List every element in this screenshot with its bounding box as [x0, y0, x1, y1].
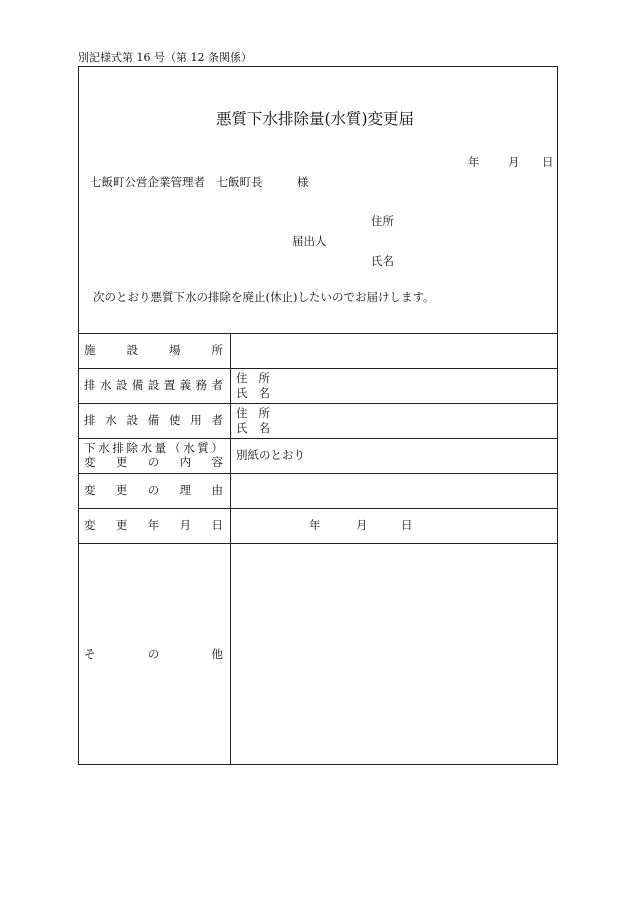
- label-char: 更: [115, 483, 128, 497]
- label-char: 備: [147, 413, 160, 427]
- label-char: 備: [131, 378, 144, 392]
- change-content-label-line1: [84, 443, 223, 455]
- label-char: そ: [84, 647, 96, 661]
- label-char: 水: [98, 441, 110, 455]
- form-reference: 別記様式第 16 号（第 12 条関係）: [78, 51, 252, 64]
- label-char: 水: [183, 441, 195, 455]
- label-char: の: [147, 647, 160, 661]
- label-char: 排: [112, 441, 124, 455]
- change-date-label: [84, 520, 223, 532]
- label-char: 日: [211, 518, 223, 532]
- change-content-value: 別紙のとおり: [236, 448, 305, 462]
- notifier-label: 届出人: [292, 234, 327, 248]
- facility-location-field[interactable]: [231, 334, 557, 368]
- label-char: 内: [179, 455, 192, 469]
- label-char: 排: [84, 378, 96, 392]
- user-address-label: [236, 408, 270, 420]
- reason-label: [84, 485, 223, 497]
- facility-location-label: [84, 345, 223, 357]
- label-char: 氏: [236, 386, 248, 400]
- label-char: 排: [84, 413, 96, 427]
- label-char: 所: [258, 406, 270, 420]
- label-char: 用: [190, 413, 202, 427]
- label-char: 水: [140, 441, 153, 455]
- date-year-label: 年: [468, 155, 480, 169]
- label-char: ）: [211, 441, 223, 455]
- label-char: の: [147, 455, 160, 469]
- label-char: 務: [195, 378, 208, 392]
- installer-field[interactable]: [275, 369, 557, 403]
- label-char: （: [168, 441, 181, 455]
- installer-label: [84, 380, 223, 392]
- user-name-label: [236, 423, 270, 435]
- addressee-honorific: 様: [297, 175, 309, 189]
- date-month-label: 月: [508, 155, 520, 169]
- label-char: 更: [115, 455, 128, 469]
- statement-text: 次のとおり悪質下水の排除を廃止(休止)したいのでお届けします。: [93, 290, 435, 304]
- label-char: 場: [169, 343, 181, 357]
- label-char: 変: [84, 483, 96, 497]
- label-char: 者: [211, 413, 223, 427]
- label-char: 名: [258, 421, 270, 435]
- change-date-day-label: 日: [401, 518, 413, 532]
- label-char: 水: [99, 378, 112, 392]
- installer-name-label: [236, 388, 270, 400]
- label-char: 更: [115, 518, 128, 532]
- form-title: 悪質下水排除量(水質)変更届: [215, 110, 415, 128]
- change-date-year-label: 年: [309, 518, 321, 532]
- label-char: 量: [154, 441, 167, 455]
- label-char: 名: [258, 386, 270, 400]
- label-char: 月: [179, 518, 192, 532]
- label-char: 住: [236, 406, 248, 420]
- label-char: 設: [126, 413, 138, 427]
- label-char: 理: [179, 483, 192, 497]
- installer-address-label: [236, 373, 270, 385]
- label-char: 下: [84, 441, 96, 455]
- label-char: 所: [211, 343, 223, 357]
- label-char: 変: [84, 455, 96, 469]
- label-char: 住: [236, 371, 248, 385]
- change-content-label-line2: [84, 457, 223, 469]
- label-char: 施: [84, 343, 96, 357]
- notifier-address-label: 住所: [371, 214, 394, 228]
- change-date-month-label: 月: [356, 518, 368, 532]
- label-char: 使: [169, 413, 181, 427]
- user-field[interactable]: [275, 404, 557, 438]
- label-char: 質: [197, 441, 209, 455]
- label-char: 除: [126, 441, 138, 455]
- label-char: 他: [211, 647, 223, 661]
- other-field[interactable]: [231, 544, 557, 764]
- date-day-label: 日: [542, 155, 554, 169]
- label-char: 由: [211, 483, 223, 497]
- table-row-rule: [78, 438, 558, 439]
- reason-field[interactable]: [231, 474, 557, 508]
- label-char: 変: [84, 518, 96, 532]
- label-char: 年: [147, 518, 160, 532]
- table-row-rule: [78, 508, 558, 509]
- addressee: 七飯町公営企業管理者 七飯町長: [90, 175, 263, 189]
- notifier-name-label: 氏名: [371, 254, 394, 268]
- user-label: [84, 415, 223, 427]
- label-char: 義: [179, 378, 192, 392]
- label-char: 水: [105, 413, 117, 427]
- label-char: 置: [163, 378, 176, 392]
- other-label: [84, 649, 223, 661]
- label-char: の: [147, 483, 160, 497]
- label-char: 者: [211, 378, 223, 392]
- label-char: 容: [211, 455, 223, 469]
- label-char: 設: [147, 378, 160, 392]
- label-char: 設: [126, 343, 138, 357]
- label-char: 氏: [236, 421, 248, 435]
- label-char: 所: [258, 371, 270, 385]
- label-char: 設: [115, 378, 128, 392]
